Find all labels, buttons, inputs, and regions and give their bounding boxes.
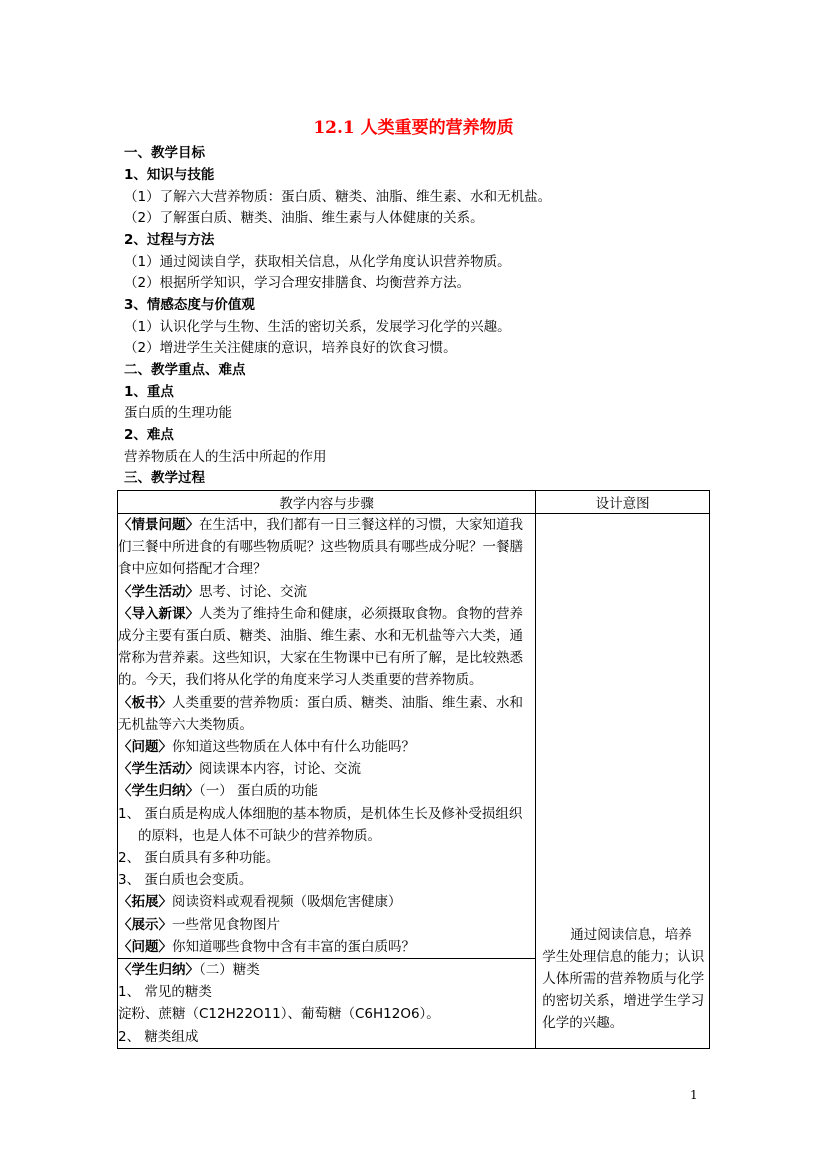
- step-label: 〈学生归纳〉: [118, 962, 199, 979]
- list-item: [118, 959, 535, 981]
- header-design-intent: 设计意图: [536, 491, 710, 514]
- step-label: 〈学生归纳〉: [118, 783, 199, 800]
- objective-item: （2）增进学生关注健康的意识，培养良好的饮食习惯。: [124, 340, 457, 356]
- list-item: [118, 514, 535, 581]
- step-text: 一些常见食物图片: [172, 916, 280, 933]
- subheading-key-point: 1、重点: [124, 384, 174, 400]
- subheading-attitude-values: 3、情感态度与价值观: [124, 297, 255, 313]
- step-text: （二）糖类: [199, 962, 260, 979]
- content-cell-1: [118, 514, 536, 959]
- step-label: 〈展示〉: [118, 916, 172, 933]
- table-row: [118, 514, 710, 959]
- numbered-item: 2、 蛋白质具有多种功能。: [118, 850, 280, 867]
- design-intent-cell: [536, 514, 710, 1049]
- step-text: 阅读课本内容，讨论、交流: [199, 761, 361, 778]
- step-label: 〈情景问题〉: [118, 517, 199, 533]
- key-point-text: 蛋白质的生理功能: [124, 405, 232, 421]
- list-item: 1、 常见的糖类: [118, 984, 212, 1001]
- objective-item: （2）了解蛋白质、糖类、油脂、维生素与人体健康的关系。: [124, 210, 484, 226]
- list-item: 淀粉、蔗糖（C12H22O11）、葡萄糖（C6H12O6）。: [118, 1006, 440, 1023]
- step-label: 〈问题〉: [118, 938, 172, 955]
- numbered-item: 3、 蛋白质也会变质。: [118, 872, 253, 889]
- step-text: 在生活中，我们都有一日三餐这样的习惯，大家知道我们三餐中所进食的有哪些物质呢？这些物质具有哪些成分呢？一餐膳食中应如何搭配才合理？: [118, 517, 523, 578]
- list-item: [118, 914, 535, 936]
- list-item: [118, 692, 535, 736]
- step-label: 〈拓展〉: [118, 894, 172, 911]
- section-heading-process: 三、教学过程: [124, 470, 205, 486]
- step-label: 〈学生活动〉: [118, 583, 199, 600]
- objective-item: （1）通过阅读自学，获取相关信息，从化学角度认识营养物质。: [124, 254, 511, 270]
- content-cell-2: [118, 959, 536, 1049]
- objective-item: （1）认识化学与生物、生活的密切关系，发展学习化学的兴趣。: [124, 319, 511, 335]
- section-heading-key-points: 二、教学重点、难点: [124, 362, 246, 378]
- design-intent-text: 通过阅读信息，培养学生处理信息的能力；认识人体所需的营养物质与化学的密切关系，增进学生学习化学的兴趣。: [542, 927, 705, 1031]
- step-text: 阅读资料或观看视频（吸烟危害健康）: [172, 894, 402, 911]
- list-item: [118, 603, 535, 692]
- header-content-steps: 教学内容与步骤: [118, 491, 536, 514]
- difficulty-text: 营养物质在人的生活中所起的作用: [124, 449, 327, 465]
- page-number: 1: [690, 1088, 698, 1102]
- list-item: [118, 780, 535, 802]
- teaching-process-table: [117, 490, 710, 1049]
- subheading-knowledge-skills: 1、知识与技能: [124, 167, 215, 183]
- subheading-process-methods: 2、过程与方法: [124, 232, 215, 248]
- step-label: 〈学生活动〉: [118, 761, 199, 778]
- page-title: 12.1 人类重要的营养物质: [313, 118, 514, 138]
- list-item: [118, 758, 535, 780]
- step-label: 〈板书〉: [118, 694, 172, 711]
- step-label: 〈导入新课〉: [118, 605, 199, 622]
- objective-item: （1）了解六大营养物质：蛋白质、糖类、油脂、维生素、水和无机盐。: [124, 189, 552, 205]
- subheading-difficulty: 2、难点: [124, 427, 174, 443]
- step-text: 人类重要的营养物质：蛋白质、糖类、油脂、维生素、水和无机盐等六大类物质。: [118, 694, 523, 733]
- step-label: 〈问题〉: [118, 739, 172, 756]
- objective-item: （2）根据所学知识，学习合理安排膳食、均衡营养方法。: [124, 275, 471, 291]
- table-header-row: [118, 491, 710, 514]
- step-text: 你知道哪些食物中含有丰富的蛋白质吗？: [172, 938, 415, 955]
- list-item: [118, 581, 535, 603]
- list-item: [118, 736, 535, 758]
- section-heading-objectives: 一、教学目标: [124, 145, 205, 161]
- step-text: （一） 蛋白质的功能: [199, 783, 319, 800]
- step-text: 人类为了维持生命和健康，必须摄取食物。食物的营养成分主要有蛋白质、糖类、油脂、维生素、水和无机盐等六大类，通常称为营养素。这些知识，大家在生物课中已有所了解，是比较熟悉的。今天，我们将从化学的角度来学习人类重要的营养物质。: [118, 605, 523, 689]
- list-item: [118, 891, 535, 913]
- numbered-item: 1、 蛋白质是构成人体细胞的基本物质，是机体生长及修补受损组织的原料，也是人体不可缺少的营养物质。: [118, 805, 523, 844]
- list-item: 2、 糖类组成: [118, 1028, 199, 1045]
- list-item: [118, 936, 535, 958]
- step-text: 思考、讨论、交流: [199, 583, 307, 600]
- step-text: 你知道这些物质在人体中有什么功能吗？: [172, 739, 415, 756]
